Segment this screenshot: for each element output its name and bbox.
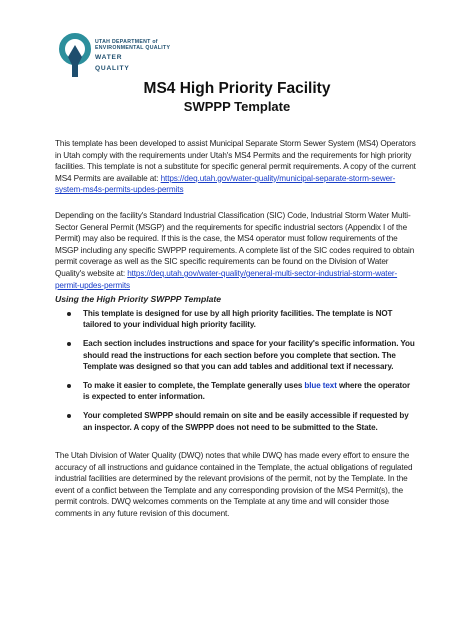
using-template-bullet-list [55, 308, 417, 441]
bullet-text-before: To make it easier to complete, the Template generally uses [83, 381, 305, 391]
bullet-text: This template is designed for use by all high priority facilities. The template is NOT tailored to your individual high priority facility. [83, 309, 393, 330]
logo-division-line1: WATER [95, 54, 123, 61]
bullet-text-after: where the operator is expected to enter information. [83, 381, 411, 402]
bullet-dot-icon [67, 312, 71, 316]
intro-text: This template has been developed to assist Municipal Separate Storm Sewer System (MS4) Operators in Utah comply with the requirements under Utah's MS4 Permits and the requirements for high priority facilities. This template is not a substitute for specific general permit requirements. A copy of the current MS4 Permits are available at: [55, 139, 416, 183]
blue-text-example: blue text [304, 381, 337, 391]
logo-dept-line1: UTAH DEPARTMENT of [95, 39, 158, 45]
logo-dept-line2: ENVIRONMENTAL QUALITY [95, 45, 171, 51]
water-drop-logo-icon [55, 31, 95, 79]
logo-division-line2: QUALITY [95, 65, 130, 72]
bullet-dot-icon [67, 342, 71, 346]
intro-paragraph [55, 138, 417, 196]
ms4-permits-link[interactable]: https://deq.utah.gov/water-quality/municipal-separate-storm-sewer-system-ms4s-permits-updes-permits [55, 173, 396, 195]
bullet-item [55, 338, 417, 372]
document-subtitle: SWPPP Template [183, 99, 291, 114]
document-title: MS4 High Priority Facility [143, 80, 331, 97]
bullet-item [55, 308, 417, 330]
msgp-permit-link[interactable]: https://deq.utah.gov/water-quality/general-multi-sector-industrial-storm-water-permit-updes-permits [55, 268, 398, 290]
logo-text-block [95, 39, 170, 73]
sic-text: Depending on the facility's Standard Industrial Classification (SIC) Code, Industrial Storm Water Multi-Sector General Permit (MSGP) and the requirements for specific industrial sectors (Appendix I of the Permit) may also be required. If this is the case, the MS4 operator must follow requirements of the MSGP including any specific SWPPP requirements. A complete list of the SIC codes required to obtain permit coverage as well as the SIC specific requirements can be found on the Division of Water Quality's website at: [55, 211, 415, 278]
sic-paragraph [55, 210, 417, 291]
bullet-text: Each section includes instructions and space for your facility's specific information. You should read the instructions for each section before you complete that section. The Template was designed so that you can add tables and additional text if necessary. [83, 339, 415, 371]
bullet-dot-icon [67, 414, 71, 418]
bullet-item [55, 380, 417, 402]
bullet-item [55, 410, 417, 432]
bullet-text: Your completed SWPPP should remain on site and be easily accessible if requested by an inspector. A copy of the SWPPP does not need to be submitted to the State. [83, 411, 409, 432]
disclaimer-paragraph: The Utah Division of Water Quality (DWQ) notes that while DWQ has made every effort to ensure the accuracy of all instructions and guidance contained in the Template, the actual obligations of regulated industrial facilities are determined by the relevant provisions of the permit, not by the Template. In the event of a conflict between the Template and any corresponding provision of the MS4 Permit(s), the permit controls. DWQ welcomes comments on the Template at any time and will consider those comments in any future revision of this document. [55, 451, 413, 518]
bullet-dot-icon [67, 384, 71, 388]
using-template-heading: Using the High Priority SWPPP Template [55, 294, 222, 304]
